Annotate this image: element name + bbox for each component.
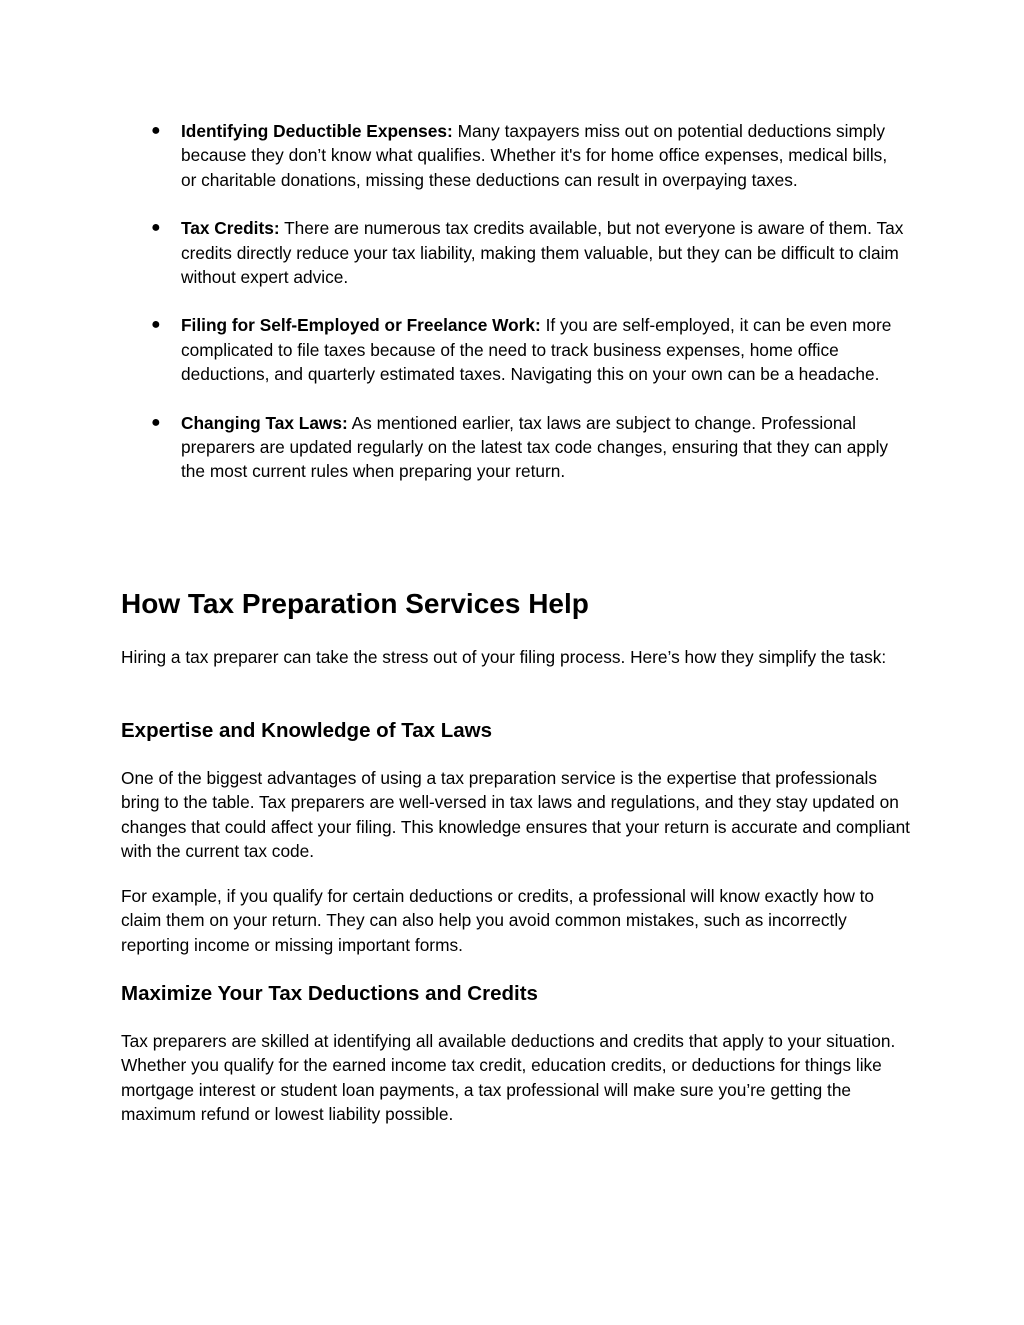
subheading-maximize: Maximize Your Tax Deductions and Credits	[121, 982, 538, 1005]
bullet-text: As mentioned earlier, tax laws are subject to change. Professional preparers are updated regularly on the latest tax code changes, ensuring that they can apply the most current rules when preparing your return.	[181, 412, 889, 482]
bullet-term: Filing for Self-Employed or Freelance Work:	[181, 315, 541, 336]
bullet-marker: ●	[151, 413, 161, 431]
paragraph-expertise-2: For example, if you qualify for certain deductions or credits, a professional will know exactly how to claim them on your return. They can also help you avoid common mistakes, such as incorrectly reporting income or missing important forms.	[121, 886, 875, 955]
bullet-list	[0, 119, 1024, 508]
subheading-expertise: Expertise and Knowledge of Tax Laws	[121, 719, 492, 742]
bullet-marker: ●	[151, 219, 161, 237]
bullet-term: Identifying Deductible Expenses:	[181, 121, 453, 141]
bullet-term: Changing Tax Laws:	[181, 412, 348, 433]
bullet-item-changing-tax-laws	[0, 411, 905, 484]
bullet-marker: ●	[151, 122, 161, 139]
bullet-text: Many taxpayers miss out on potential deductions simply because they don’t know what qualifies. Whether it's for home office expenses, medical bills, or charitable donations, missing these deductions can result in overpaying taxes.	[181, 121, 888, 190]
paragraph-expertise-1: One of the biggest advantages of using a tax preparation service is the expertise that professionals bring to the table. Tax preparers are well-versed in tax laws and regulations, and they stay updated on changes that could affect your filing. This knowledge ensures that your return is accurate and compliant with the current tax code.	[121, 768, 910, 862]
bullet-term: Tax Credits:	[181, 218, 280, 239]
paragraph-maximize: Tax preparers are skilled at identifying all available deductions and credits that apply to your situation. Whether you qualify for the earned income tax credit, education credits, or deductions for things like mortgage interest or student loan payments, a tax professional will make sure you’re getting the maximum refund or lowest liability possible.	[121, 1031, 896, 1125]
bullet-item-self-employed	[0, 313, 905, 386]
bullet-item-tax-credits	[0, 216, 905, 289]
section-intro: Hiring a tax preparer can take the stress out of your filing process. Here’s how they simplify the task:	[121, 647, 887, 667]
bullet-marker: ●	[151, 316, 161, 334]
bullet-text: There are numerous tax credits available, but not everyone is aware of them. Tax credits directly reduce your tax liability, making them valuable, but they can be difficult to claim without expert advice.	[181, 218, 904, 288]
bullet-item-deductible-expenses	[0, 119, 905, 192]
bullet-text: If you are self-employed, it can be even more complicated to file taxes because of the need to track business expenses, home office deductions, and quarterly estimated taxes. Navigating this on your own can be a headache.	[181, 315, 892, 385]
section-title: How Tax Preparation Services Help	[121, 588, 589, 619]
